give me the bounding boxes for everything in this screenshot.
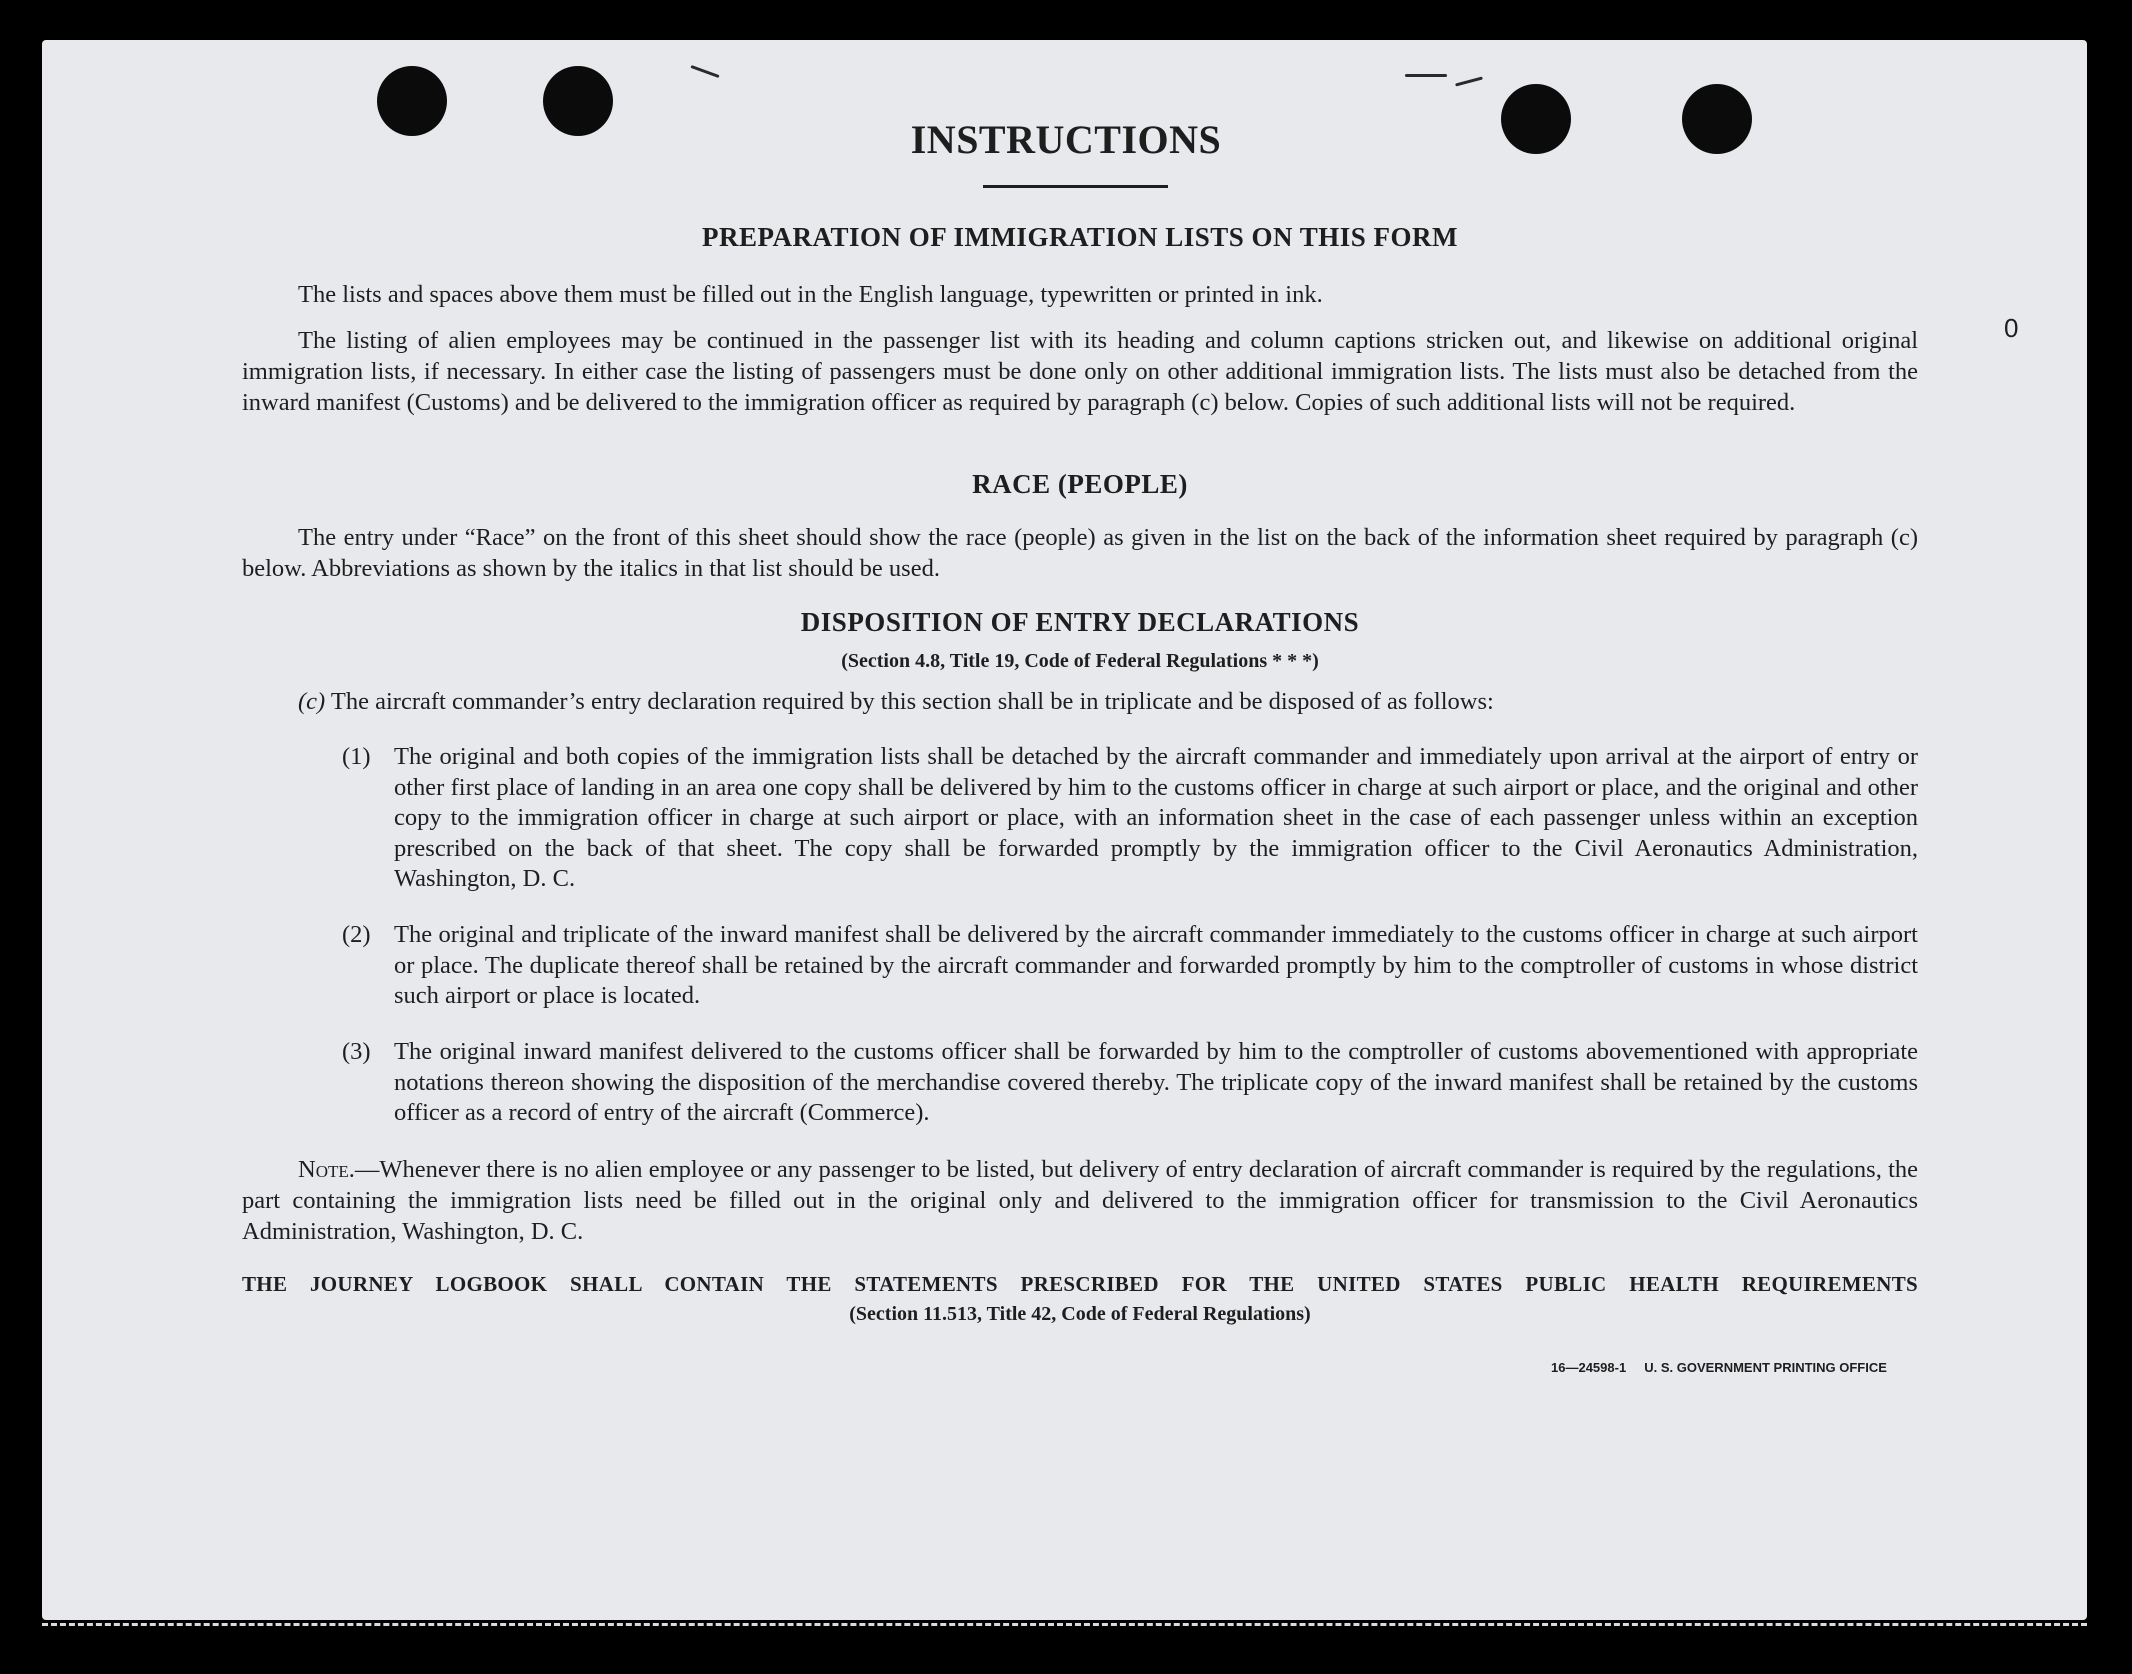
list-item-text: The original and triplicate of the inward manifest shall be delivered by the aircraft commander immediately to the customs officer in charge at such airport or place. The duplicate thereof shall be retained by the aircraft commander and forwarded promptly by him to the comptroller of customs in whose district such airport or place is located. xyxy=(394,921,1918,1009)
printer-imprint xyxy=(1551,1360,1887,1375)
paragraph-text: The aircraft commander’s entry declaration required by this section shall be in triplicate and be disposed of as follows: xyxy=(330,688,1494,715)
health-requirements-citation: (Section 11.513, Title 42, Code of Federal Regulations) xyxy=(849,1303,1311,1325)
form-number: 16—24598-1 xyxy=(1551,1360,1627,1375)
stray-mark: 0 xyxy=(2004,313,2019,343)
list-item xyxy=(342,920,1918,1012)
note-label: Note. xyxy=(298,1156,355,1183)
page-title: INSTRUCTIONS xyxy=(910,117,1222,162)
section-subheading-disposition: (Section 4.8, Title 19, Code of Federal Regulations * * *) xyxy=(841,650,1319,672)
paragraph-text: The entry under “Race” on the front of this sheet should show the race (people) as given in the list on the back of the information sheet required by paragraph (c) below. Abbreviations as shown by the italics in that list should be used. xyxy=(242,524,1918,582)
paragraph-preparation-2 xyxy=(242,325,1918,418)
paragraph-race xyxy=(242,522,1918,584)
list-item-text: The original and both copies of the immigration lists shall be detached by the aircraft commander and immediately upon arrival at the airport of entry or other first place of landing in an area one copy shall be delivered by him to the customs officer in charge at such airport or place, and the original and other copy to the immigration officer in charge at such airport or place, with an information sheet in the case of each passenger unless within an exception prescribed on the back of that sheet. The copy shall be forwarded promptly by the immigration officer to the Civil Aeronautics Administration, Washington, D. C. xyxy=(394,743,1918,892)
section-heading-preparation: PREPARATION OF IMMIGRATION LISTS ON THIS FORM xyxy=(701,222,1459,252)
list-item-number: (3) xyxy=(342,1038,371,1065)
paragraph-disposition-intro xyxy=(242,686,1918,717)
printer-name: U. S. GOVERNMENT PRINTING OFFICE xyxy=(1644,1360,1887,1375)
paragraph-text: —Whenever there is no alien employee or any passenger to be listed, but delivery of entry declaration of aircraft commander is required by the regulations, the part containing the immigration lists need be filled out in the original only and delivered to the immigration officer for transmission to the Civil Aeronautics Administration, Washington, D. C. xyxy=(242,1156,1918,1245)
list-item-number: (1) xyxy=(342,743,371,770)
title-underline xyxy=(983,185,1168,188)
list-item xyxy=(342,1037,1918,1129)
health-requirements-statement: THE JOURNEY LOGBOOK SHALL CONTAIN THE STATEMENTS PRESCRIBED FOR THE UNITED STATES PUBLIC HEALTH REQUIREMENTS xyxy=(242,1272,1918,1296)
section-heading-disposition: DISPOSITION OF ENTRY DECLARATIONS xyxy=(800,607,1360,637)
list-item-number: (2) xyxy=(342,921,371,948)
paragraph-preparation-1 xyxy=(242,279,1918,310)
paragraph-note xyxy=(242,1154,1918,1247)
list-item xyxy=(342,742,1918,895)
list-item-text: The original inward manifest delivered to the customs officer shall be forwarded by him to the comptroller of customs abovementioned with appropriate notations thereon showing the disposition of the merchandise covered thereby. The triplicate copy of the inward manifest shall be retained by the customs officer as a record of entry of the aircraft (Commerce). xyxy=(394,1038,1918,1126)
paragraph-text: The lists and spaces above them must be filled out in the English language, typewritten or printed in ink. xyxy=(298,281,1323,308)
section-heading-race: RACE (PEOPLE) xyxy=(972,469,1188,499)
ink-mark xyxy=(1405,74,1447,77)
paragraph-label: (c) xyxy=(298,688,326,715)
paragraph-text: The listing of alien employees may be continued in the passenger list with its heading and column captions stricken out, and likewise on additional original immigration lists, if necessary. In either case the listing of passengers must be done only on other additional immigration lists. The lists must also be detached from the inward manifest (Customs) and be delivered to the immigration officer as required by paragraph (c) below. Copies of such additional lists will not be required. xyxy=(242,327,1918,416)
